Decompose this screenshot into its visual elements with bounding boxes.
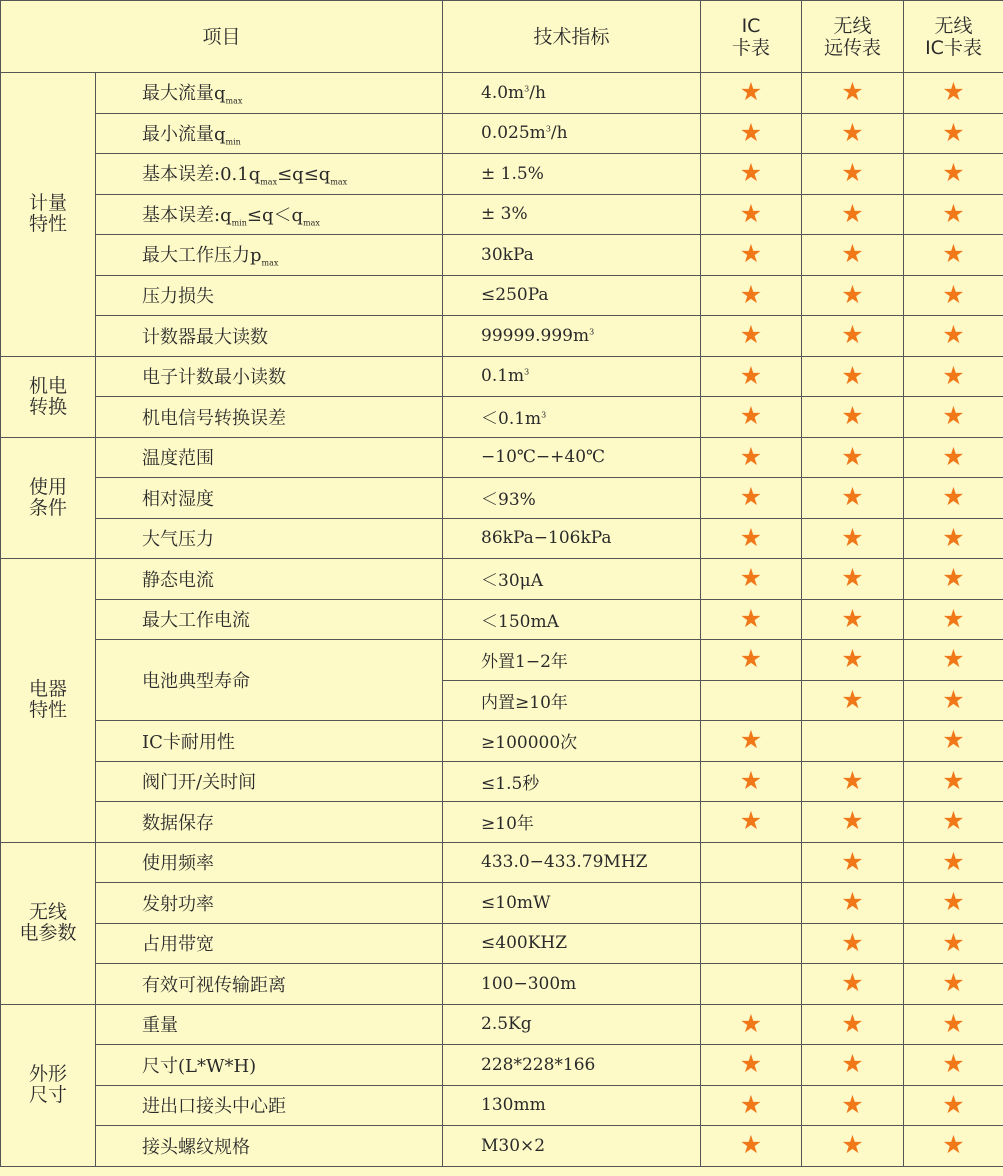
item-cell: 大气压力 — [96, 518, 443, 559]
item-cell: 压力损失 — [96, 275, 443, 316]
item-cell: 发射功率 — [96, 883, 443, 924]
item-cell — [96, 194, 443, 235]
group-electrical — [1, 559, 96, 843]
spec-cell — [443, 113, 701, 154]
star-icon: ★ — [841, 808, 864, 836]
spec-cell: ≤1.5秒 — [443, 761, 701, 802]
table-row — [1, 964, 1003, 1005]
star-icon: ★ — [841, 119, 864, 147]
table-row — [1, 356, 1003, 397]
star-icon: ★ — [942, 1132, 965, 1160]
mark-cell — [904, 802, 1003, 843]
header-item: 项目 — [1, 1, 443, 73]
star-icon: ★ — [739, 79, 763, 107]
item-cell: 电子计数最小读数 — [96, 356, 443, 397]
mark-cell — [904, 1085, 1003, 1126]
header-wireless-ic — [904, 1, 1003, 73]
star-icon: ★ — [739, 565, 763, 593]
mark-cell — [904, 883, 1003, 924]
star-icon: ★ — [841, 484, 864, 512]
item-text: 最大流量q — [142, 83, 226, 105]
mark-cell — [904, 113, 1003, 154]
item-cell: 相对湿度 — [96, 478, 443, 519]
table-row — [1, 235, 1003, 276]
item-cell: 最大工作电流 — [96, 599, 443, 640]
spec-cell: 外置1−2年 — [443, 640, 701, 681]
item-cell: 进出口接头中心距 — [96, 1085, 443, 1126]
mark-cell — [701, 154, 802, 195]
item-cell: 有效可视传输距离 — [96, 964, 443, 1005]
header-wireless-remote — [802, 1, 904, 73]
mark-cell — [701, 1085, 802, 1126]
mark-cell — [802, 721, 904, 762]
star-icon: ★ — [739, 524, 763, 552]
mark-cell — [802, 316, 904, 357]
spec-superscript: 3 — [524, 84, 530, 94]
star-icon: ★ — [841, 79, 864, 107]
star-icon: ★ — [841, 767, 864, 795]
mark-cell — [904, 397, 1003, 438]
star-icon: ★ — [942, 524, 965, 552]
star-icon: ★ — [841, 281, 864, 309]
mark-cell — [701, 478, 802, 519]
item-text: 基本误差:q — [142, 204, 232, 226]
star-icon: ★ — [942, 1091, 965, 1119]
star-icon: ★ — [942, 200, 965, 228]
mark-cell — [802, 802, 904, 843]
mark-cell — [701, 437, 802, 478]
mark-cell — [904, 316, 1003, 357]
star-icon: ★ — [739, 119, 763, 147]
table-row — [1, 154, 1003, 195]
group-label: 电器 — [28, 678, 67, 701]
mark-cell — [904, 478, 1003, 519]
mark-cell — [904, 1045, 1003, 1086]
table-row — [1, 923, 1003, 964]
mark-cell — [701, 316, 802, 357]
header-ic-line2: 卡表 — [732, 36, 771, 59]
mark-cell — [904, 437, 1003, 478]
spec-text: 99999.999m — [481, 325, 590, 346]
star-icon: ★ — [841, 646, 864, 674]
mark-cell — [802, 397, 904, 438]
star-icon: ★ — [841, 848, 864, 876]
spec-cell — [443, 356, 701, 397]
star-icon: ★ — [942, 1010, 965, 1038]
mark-cell — [904, 154, 1003, 195]
mark-cell — [904, 721, 1003, 762]
item-cell — [96, 113, 443, 154]
spec-cell: 100−300m — [443, 964, 701, 1005]
mark-cell — [802, 1004, 904, 1045]
star-icon: ★ — [739, 160, 763, 188]
item-cell: 尺寸(L*W*H) — [96, 1045, 443, 1086]
table-row — [1, 640, 1003, 681]
item-cell — [96, 235, 443, 276]
mark-cell — [701, 235, 802, 276]
item-cell — [96, 154, 443, 195]
header-wr-line1: 无线 — [833, 14, 872, 37]
group-radio — [1, 842, 96, 1004]
star-icon: ★ — [942, 646, 965, 674]
item-cell: 阀门开/关时间 — [96, 761, 443, 802]
star-icon: ★ — [942, 848, 965, 876]
spec-superscript: 3 — [541, 410, 547, 420]
star-icon: ★ — [942, 727, 965, 755]
star-icon: ★ — [739, 808, 763, 836]
star-icon: ★ — [739, 1051, 763, 1079]
mark-cell — [701, 1045, 802, 1086]
star-icon: ★ — [942, 565, 965, 593]
item-cell: IC卡耐用性 — [96, 721, 443, 762]
spec-superscript: 3 — [545, 124, 551, 134]
star-icon: ★ — [841, 686, 864, 714]
group-label: 机电 — [28, 374, 67, 397]
mark-cell — [904, 1004, 1003, 1045]
table-row — [1, 194, 1003, 235]
item-subscript: min — [231, 218, 247, 228]
star-icon: ★ — [942, 970, 965, 998]
group-shape — [1, 1004, 96, 1166]
table-row — [1, 802, 1003, 843]
star-icon: ★ — [841, 322, 864, 350]
mark-cell — [701, 559, 802, 600]
item-text: 最小流量q — [142, 123, 226, 145]
group-label: 特性 — [28, 213, 67, 236]
group-label: 计量 — [28, 192, 67, 215]
star-icon: ★ — [841, 241, 864, 269]
star-icon: ★ — [942, 443, 965, 471]
spec-cell: 内置≥10年 — [443, 680, 701, 721]
table-row — [1, 883, 1003, 924]
spec-text: ＜0.1m — [481, 409, 542, 430]
table-row — [1, 599, 1003, 640]
star-icon: ★ — [739, 403, 763, 431]
group-label: 尺寸 — [28, 1084, 67, 1106]
spec-cell — [443, 316, 701, 357]
group-label: 条件 — [28, 496, 67, 519]
item-cell: 占用带宽 — [96, 923, 443, 964]
mark-cell — [802, 437, 904, 478]
group-conditions — [1, 437, 96, 559]
mark-cell — [701, 883, 802, 924]
star-icon: ★ — [841, 362, 864, 390]
spec-superscript: 3 — [524, 367, 530, 377]
star-icon: ★ — [739, 362, 763, 390]
mark-cell — [701, 1004, 802, 1045]
item-cell: 接头螺纹规格 — [96, 1126, 443, 1167]
mark-cell — [701, 73, 802, 114]
spec-cell: ≤400KHZ — [443, 923, 701, 964]
table-row — [1, 518, 1003, 559]
star-icon: ★ — [739, 727, 763, 755]
group-label: 无线 — [28, 901, 67, 923]
star-icon: ★ — [942, 403, 965, 431]
header-wic-line2: IC卡表 — [925, 36, 982, 59]
mark-cell — [802, 883, 904, 924]
mark-cell — [701, 397, 802, 438]
spec-cell: ≥100000次 — [443, 721, 701, 762]
mark-cell — [802, 599, 904, 640]
star-icon: ★ — [942, 119, 965, 147]
mark-cell — [701, 518, 802, 559]
header-wic-line1: 无线 — [934, 14, 973, 37]
star-icon: ★ — [942, 686, 965, 714]
mark-cell — [802, 275, 904, 316]
item-cell: 静态电流 — [96, 559, 443, 600]
star-icon: ★ — [739, 1010, 763, 1038]
mark-cell — [904, 640, 1003, 681]
table-row — [1, 73, 1003, 114]
star-icon: ★ — [739, 200, 763, 228]
star-icon: ★ — [739, 1091, 763, 1119]
header-ic-card — [701, 1, 802, 73]
star-icon: ★ — [739, 484, 763, 512]
item-subscript: max — [261, 259, 279, 269]
spec-superscript: 3 — [589, 327, 595, 337]
spec-cell: −10℃−+40℃ — [443, 437, 701, 478]
header-row — [1, 1, 1003, 73]
mark-cell — [904, 235, 1003, 276]
table-row — [1, 559, 1003, 600]
table-row — [1, 1126, 1003, 1167]
mark-cell — [904, 680, 1003, 721]
mark-cell — [904, 194, 1003, 235]
mark-cell — [802, 73, 904, 114]
table-row — [1, 1045, 1003, 1086]
item-cell: 电池典型寿命 — [96, 640, 443, 721]
table-row — [1, 1085, 1003, 1126]
mark-cell — [802, 356, 904, 397]
mark-cell — [904, 275, 1003, 316]
star-icon: ★ — [841, 160, 864, 188]
mark-cell — [904, 1126, 1003, 1167]
mark-cell — [904, 73, 1003, 114]
star-icon: ★ — [841, 929, 864, 957]
mark-cell — [802, 1085, 904, 1126]
mark-cell — [904, 964, 1003, 1005]
table-row — [1, 275, 1003, 316]
star-icon: ★ — [942, 605, 965, 633]
spec-cell: ＜30μA — [443, 559, 701, 600]
star-icon: ★ — [841, 605, 864, 633]
spec-cell — [443, 397, 701, 438]
mark-cell — [802, 1126, 904, 1167]
spec-cell: ≥10年 — [443, 802, 701, 843]
mark-cell — [904, 599, 1003, 640]
mark-cell — [701, 761, 802, 802]
star-icon: ★ — [841, 1132, 864, 1160]
mark-cell — [701, 599, 802, 640]
star-icon: ★ — [942, 767, 965, 795]
spec-cell: M30×2 — [443, 1126, 701, 1167]
star-icon: ★ — [739, 767, 763, 795]
item-cell: 重量 — [96, 1004, 443, 1045]
table-row — [1, 316, 1003, 357]
star-icon: ★ — [841, 970, 864, 998]
item-cell: 计数器最大读数 — [96, 316, 443, 357]
mark-cell — [701, 721, 802, 762]
item-text: ≤q≤q — [277, 164, 331, 186]
spec-cell: 130mm — [443, 1085, 701, 1126]
star-icon: ★ — [841, 565, 864, 593]
star-icon: ★ — [942, 79, 965, 107]
star-icon: ★ — [739, 281, 763, 309]
item-subscript: min — [225, 137, 241, 147]
group-label: 使用 — [28, 475, 67, 498]
spec-text: 0.1m — [481, 366, 525, 387]
table-row — [1, 397, 1003, 438]
spec-cell: ± 3% — [443, 194, 701, 235]
header-spec: 技术指标 — [443, 1, 701, 73]
table-row — [1, 478, 1003, 519]
mark-cell — [701, 842, 802, 883]
star-icon: ★ — [942, 281, 965, 309]
mark-cell — [904, 923, 1003, 964]
mark-cell — [802, 235, 904, 276]
mark-cell — [701, 923, 802, 964]
mark-cell — [802, 154, 904, 195]
group-electromech — [1, 356, 96, 437]
table-row — [1, 761, 1003, 802]
mark-cell — [802, 478, 904, 519]
mark-cell — [701, 640, 802, 681]
star-icon: ★ — [942, 889, 965, 917]
table-row — [1, 113, 1003, 154]
mark-cell — [701, 275, 802, 316]
mark-cell — [701, 356, 802, 397]
star-icon: ★ — [739, 605, 763, 633]
star-icon: ★ — [942, 160, 965, 188]
star-icon: ★ — [841, 1091, 864, 1119]
spec-cell: ＜150mA — [443, 599, 701, 640]
item-subscript: max — [303, 218, 320, 228]
spec-cell — [443, 73, 701, 114]
star-icon: ★ — [739, 1132, 763, 1160]
spec-cell: 433.0−433.79MHZ — [443, 842, 701, 883]
star-icon: ★ — [841, 1010, 864, 1038]
mark-cell — [802, 559, 904, 600]
item-subscript: max — [330, 178, 348, 188]
item-cell: 使用频率 — [96, 842, 443, 883]
table-row — [1, 1004, 1003, 1045]
star-icon: ★ — [739, 443, 763, 471]
mark-cell — [802, 518, 904, 559]
star-icon: ★ — [942, 241, 965, 269]
item-subscript: max — [225, 97, 243, 107]
mark-cell — [802, 113, 904, 154]
star-icon: ★ — [739, 646, 763, 674]
mark-cell — [904, 842, 1003, 883]
item-cell: 温度范围 — [96, 437, 443, 478]
mark-cell — [701, 1126, 802, 1167]
item-cell: 机电信号转换误差 — [96, 397, 443, 438]
table-row — [1, 721, 1003, 762]
star-icon: ★ — [841, 524, 864, 552]
star-icon: ★ — [942, 362, 965, 390]
star-icon: ★ — [841, 889, 864, 917]
mark-cell — [904, 356, 1003, 397]
star-icon: ★ — [841, 200, 864, 228]
mark-cell — [802, 923, 904, 964]
star-icon: ★ — [739, 322, 763, 350]
spec-cell: ± 1.5% — [443, 154, 701, 195]
group-label: 外形 — [28, 1063, 67, 1085]
spec-cell: 228*228*166 — [443, 1045, 701, 1086]
group-label: 电参数 — [19, 922, 77, 944]
mark-cell — [701, 113, 802, 154]
spec-text: 0.025m — [481, 123, 546, 144]
item-cell: 数据保存 — [96, 802, 443, 843]
star-icon: ★ — [942, 929, 965, 957]
star-icon: ★ — [942, 322, 965, 350]
spec-cell: ≤10mW — [443, 883, 701, 924]
spec-cell: 30kPa — [443, 235, 701, 276]
spec-cell: 86kPa−106kPa — [443, 518, 701, 559]
group-metering — [1, 73, 96, 357]
mark-cell — [701, 802, 802, 843]
mark-cell — [701, 680, 802, 721]
mark-cell — [904, 518, 1003, 559]
mark-cell — [904, 559, 1003, 600]
star-icon: ★ — [841, 443, 864, 471]
spec-tail: /h — [550, 123, 568, 144]
spec-tail: /h — [529, 82, 546, 103]
star-icon: ★ — [841, 1051, 864, 1079]
star-icon: ★ — [942, 808, 965, 836]
table-row — [1, 437, 1003, 478]
item-text: 基本误差:0.1q — [142, 164, 261, 186]
group-label: 转换 — [28, 395, 67, 418]
group-label: 特性 — [28, 699, 67, 722]
star-icon: ★ — [942, 484, 965, 512]
spec-cell: ≤250Pa — [443, 275, 701, 316]
item-cell — [96, 73, 443, 114]
header-ic-line1: IC — [741, 14, 761, 37]
spec-cell: ＜93% — [443, 478, 701, 519]
mark-cell — [802, 194, 904, 235]
star-icon: ★ — [739, 241, 763, 269]
mark-cell — [701, 194, 802, 235]
spec-text: 4.0m — [481, 82, 525, 103]
star-icon: ★ — [942, 1051, 965, 1079]
mark-cell — [701, 964, 802, 1005]
item-text: 最大工作压力p — [142, 245, 262, 267]
mark-cell — [802, 964, 904, 1005]
mark-cell — [802, 640, 904, 681]
mark-cell — [802, 842, 904, 883]
item-subscript: max — [260, 178, 278, 188]
spec-cell: 2.5Kg — [443, 1004, 701, 1045]
item-text: ≤q＜q — [246, 204, 304, 226]
star-icon: ★ — [841, 403, 864, 431]
mark-cell — [802, 680, 904, 721]
table-row — [1, 842, 1003, 883]
mark-cell — [802, 1045, 904, 1086]
header-wr-line2: 远传表 — [824, 36, 882, 59]
mark-cell — [802, 761, 904, 802]
mark-cell — [904, 761, 1003, 802]
